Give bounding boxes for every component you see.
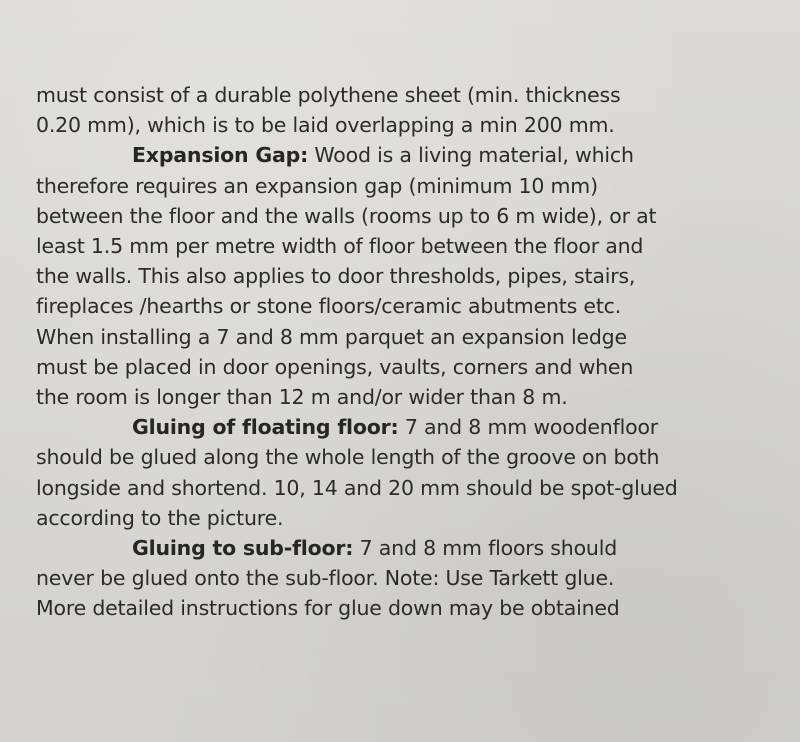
text-line [36, 563, 786, 593]
text-line [36, 291, 786, 321]
paragraph-start-expansion-gap [36, 140, 786, 170]
line-text: according to the picture. [36, 505, 284, 530]
line-text: between the floor and the walls (rooms up to 6 m wide), or at [36, 203, 657, 228]
line-text: therefore requires an expansion gap (minimum 10 mm) [36, 173, 598, 198]
line-text: 7 and 8 mm woodenfloor [398, 415, 659, 440]
line-text: When installing a 7 and 8 mm parquet an expansion ledge [36, 324, 627, 349]
line-text: never be glued onto the sub-floor. Note: Use Tarkett glue. [36, 566, 615, 591]
line-text: least 1.5 mm per metre width of floor between the floor and [36, 234, 644, 259]
paragraph-start-gluing-sub-floor [36, 533, 786, 563]
line-text: fireplaces /hearths or stone floors/ceramic abutments etc. [36, 294, 622, 319]
line-text: 7 and 8 mm floors should [353, 536, 618, 561]
paragraph-start-gluing-floating-floor [36, 412, 786, 442]
section-heading-gluing-sub-floor: Gluing to sub-floor: [132, 536, 354, 561]
line-text: the room is longer than 12 m and/or wider than 8 m. [36, 385, 568, 410]
text-line [36, 593, 786, 623]
instruction-text [36, 80, 786, 624]
text-line [36, 322, 786, 352]
text-line [36, 352, 786, 382]
line-text: should be glued along the whole length of the groove on both [36, 445, 660, 470]
line-text: More detailed instructions for glue down may be obtained [36, 596, 620, 621]
text-line [36, 442, 786, 472]
text-line [36, 171, 786, 201]
line-text: longside and shortend. 10, 14 and 20 mm should be spot-glued [36, 475, 678, 500]
text-line [36, 261, 786, 291]
text-line [36, 503, 786, 533]
line-text: must be placed in door openings, vaults, corners and when [36, 354, 634, 379]
line-text: the walls. This also applies to door thresholds, pipes, stairs, [36, 264, 636, 289]
text-line [36, 201, 786, 231]
section-heading-expansion-gap: Expansion Gap: [132, 143, 309, 168]
text-line [36, 473, 786, 503]
text-line [36, 382, 786, 412]
text-line [36, 80, 786, 110]
section-heading-gluing-floating-floor: Gluing of floating floor: [132, 415, 399, 440]
text-line [36, 231, 786, 261]
line-text: must consist of a durable polythene sheet (min. thickness [36, 83, 621, 107]
text-line [36, 110, 786, 140]
line-text: Wood is a living material, which [308, 143, 634, 168]
line-text: 0.20 mm), which is to be laid overlapping a min 200 mm. [36, 113, 615, 138]
